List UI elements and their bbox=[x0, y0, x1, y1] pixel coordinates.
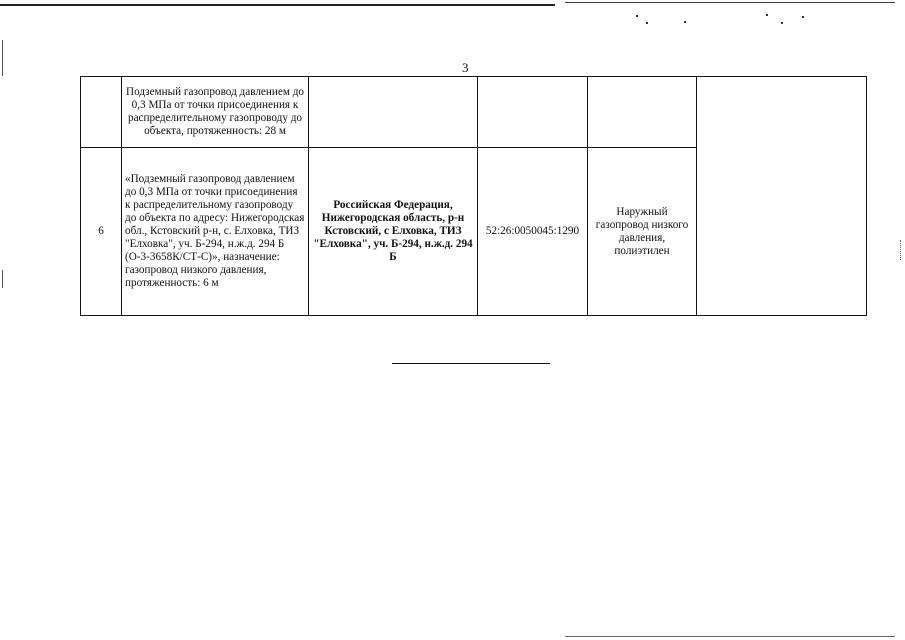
scan-speck bbox=[802, 16, 804, 18]
scan-edge-line bbox=[565, 636, 895, 637]
end-of-document-rule bbox=[392, 363, 550, 364]
scan-edge-line bbox=[0, 4, 555, 6]
table-row bbox=[81, 77, 867, 148]
scan-speck bbox=[636, 15, 638, 17]
object-address bbox=[309, 77, 478, 148]
scan-speck bbox=[766, 14, 768, 16]
scan-speck bbox=[781, 22, 783, 24]
object-type bbox=[588, 77, 697, 148]
scan-edge-mark bbox=[2, 40, 3, 76]
cadastral-number bbox=[478, 77, 588, 148]
row-number bbox=[81, 77, 122, 148]
cadastral-number: 52:26:0050045:1290 bbox=[478, 148, 588, 316]
empty-cell bbox=[697, 77, 867, 316]
scan-edge-line bbox=[565, 2, 895, 3]
object-name: Подземный газопровод давлением до 0,3 МПа от точки присоединения к распределительному газопроводу до объекта, протяженность: 28 м bbox=[122, 77, 309, 148]
scan-speck bbox=[646, 22, 648, 24]
object-name: «Подземный газопровод давлением до 0,3 МПа от точки присоединения к распределительному газопроводу до объекта по адресу: Нижегородская обл., Кстовский р-н, с. Елховка, ТИЗ "Елховка", уч. Б-294, н.ж.д. 294 Б (О-3-3658К/СТ-С)», назначение: газопровод низкого давления, протяженность: 6 м bbox=[122, 148, 309, 316]
scan-edge-mark bbox=[900, 240, 903, 260]
scan-speck bbox=[684, 21, 686, 23]
scan-edge-mark bbox=[2, 270, 3, 288]
objects-table bbox=[80, 76, 867, 316]
page-number: 3 bbox=[462, 60, 469, 75]
object-type: Наружный газопровод низкого давления, полиэтилен bbox=[588, 148, 697, 316]
object-address: Российская Федерация, Нижегородская область, р-н Кстовский, с Елховка, ТИЗ "Елховка", уч. Б-294, н.ж.д. 294 Б bbox=[309, 148, 478, 316]
row-number: 6 bbox=[81, 148, 122, 316]
